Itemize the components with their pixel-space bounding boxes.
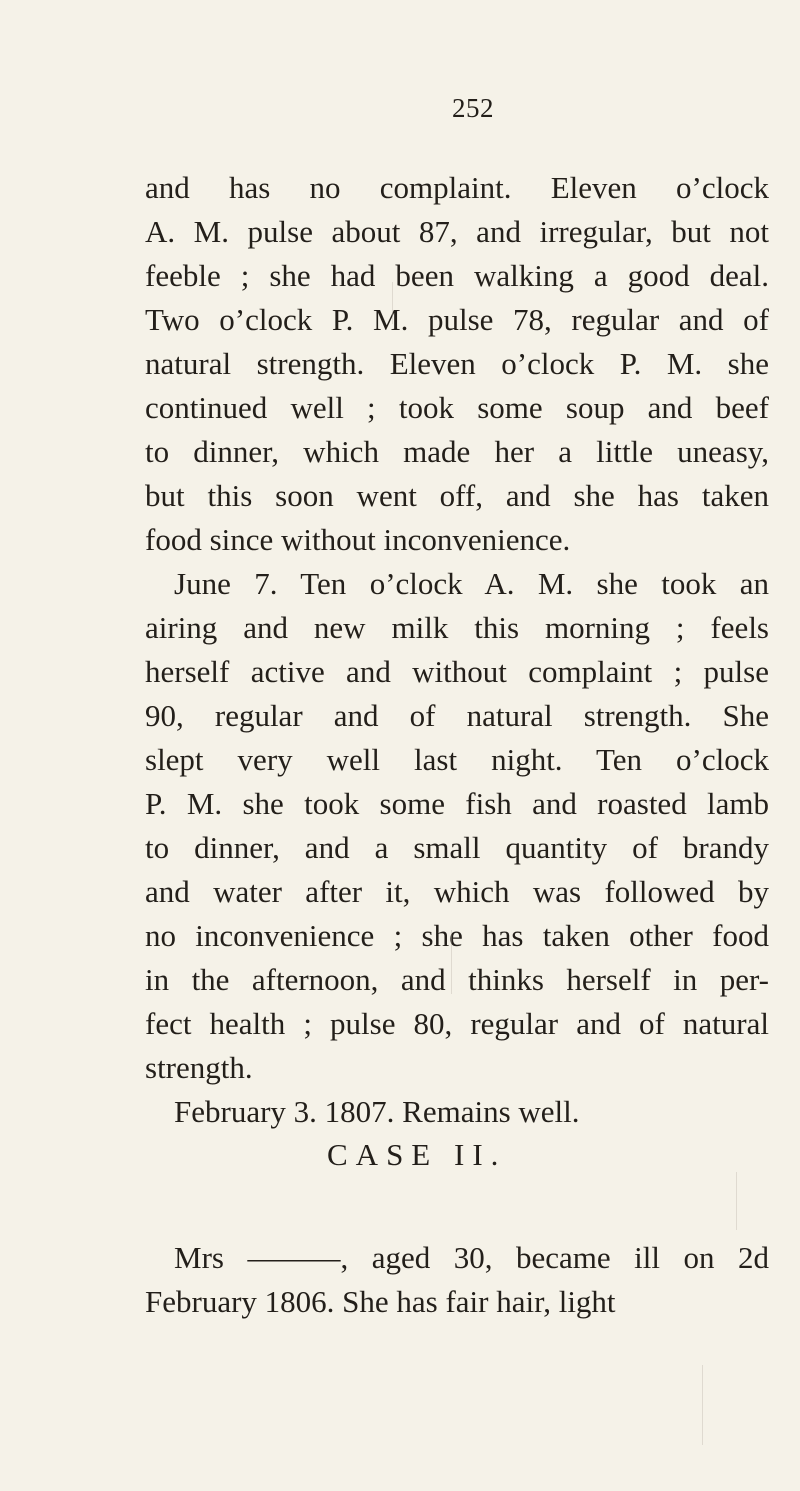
text-line: but this soon went off, and she has taken	[145, 478, 769, 513]
case-heading: CASE II.	[327, 1137, 507, 1172]
text-line: Two o’clock P. M. pulse 78, regular and of	[145, 302, 769, 337]
text-line: and has no complaint. Eleven o’clock	[145, 170, 769, 205]
text-line: continued well ; took some soup and beef	[145, 390, 769, 425]
text-line: P. M. she took some fish and roasted lamb	[145, 786, 769, 821]
paper-speck	[451, 930, 452, 994]
text-line: strength.	[145, 1050, 253, 1085]
page-number: 252	[452, 93, 494, 123]
text-line: February 1806. She has fair hair, light	[145, 1284, 616, 1319]
text-line: to dinner, which made her a little uneasy,	[145, 434, 769, 469]
text-line: June 7. Ten o’clock A. M. she took an	[174, 566, 769, 601]
text-line: Mrs ———, aged 30, became ill on 2d	[174, 1240, 769, 1275]
paper-speck	[736, 1172, 737, 1230]
text-line: fect health ; pulse 80, regular and of natural	[145, 1006, 769, 1041]
text-line: natural strength. Eleven o’clock P. M. she	[145, 346, 769, 381]
text-line: food since without inconvenience.	[145, 522, 571, 557]
text-line: no inconvenience ; she has taken other food	[145, 918, 769, 953]
paper-speck	[702, 1365, 703, 1445]
text-line: herself active and without complaint ; pulse	[145, 654, 769, 689]
text-line: feeble ; she had been walking a good deal.	[145, 258, 769, 293]
text-line: February 3. 1807. Remains well.	[174, 1094, 580, 1129]
text-line: airing and new milk this morning ; feels	[145, 610, 769, 645]
paper-speck	[392, 282, 393, 324]
text-line: to dinner, and a small quantity of brandy	[145, 830, 769, 865]
text-line: in the afternoon, and thinks herself in per-	[145, 962, 769, 997]
text-line: A. M. pulse about 87, and irregular, but not	[145, 214, 769, 249]
text-line: slept very well last night. Ten o’clock	[145, 742, 769, 777]
text-line: 90, regular and of natural strength. She	[145, 698, 769, 733]
text-line: and water after it, which was followed by	[145, 874, 769, 909]
